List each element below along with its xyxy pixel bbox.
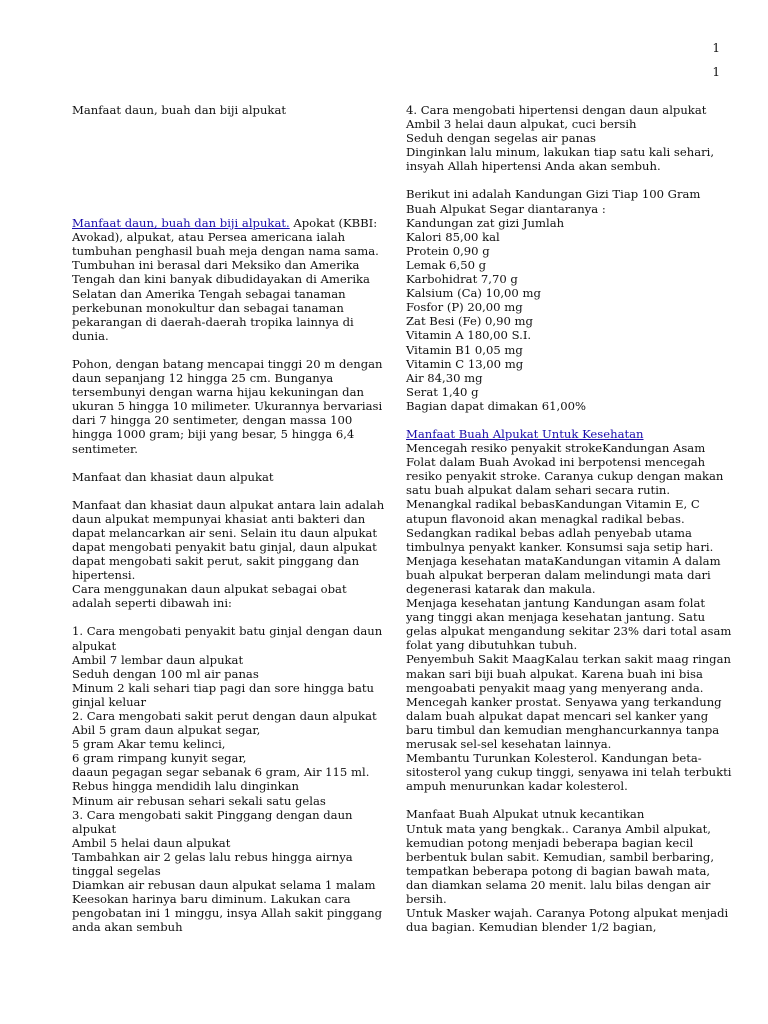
right-column <box>406 103 732 934</box>
nutrition-item: Vitamin C 13,00 mg <box>406 356 524 371</box>
health-benefits: Mencegah resiko penyakit strokeKandungan Asam Folat dalam Buah Avokad ini berpotensi mencegah resiko penyakit stroke. Caranya cukup dengan makan satu buah alpukat dalam sehari secara rutin. Menangkal radikal bebasKandungan Vitamin E, C atupun flavonoid akan menagkal radikal bebas. Sedangkan radikal bebas adlah penyebab utama timbulnya penyakt kanker. Konsumsi saja setip hari. Menjaga kesehatan mataKandungan vitamin A dalam buah alpukat berperan dalam melindungi mata dari degenerasi katarak dan makula. Menjaga kesehatan jantung Kandungan asam folat yang tinggi akan menjaga kesehatan jantung. Satu gelas alpukat mengandung sekitar 23% dari total asam folat yang dibutuhkan tubuh. Penyembuh Sakit MaagKalau terkan sakit maag ringan makan sari biji buah alpukat. Karena buah ini bisa mengoabati penyakit maag yang menyerang anda. Mencegah kanker prostat. Senyawa yang terkandung dalam buah alpukat dapat mencari sel kanker yang baru timbul dan kemudian menghancurkannya tanpa merusak sel-sel kesehatan lainnya. Membantu Turunkan Kolesterol. Kandungan beta-sitosterol yang cukup tinggi, senyawa ini telah terbukti ampuh menurunkan kadar kolesterol. <box>406 441 732 794</box>
page-number: 1 <box>712 41 720 55</box>
nutrition-list <box>406 230 732 413</box>
nutrition-item: Serat 1,40 g <box>406 384 479 399</box>
benefit-text: Manfaat dan khasiat daun alpukat antara lain adalah daun alpukat mempunyai khasiat anti bakteri dan dapat melancarkan air seni. Selain itu daun alpukat dapat mengobati penyakit batu ginjal, daun alpukat dapat mengobati sakit perut, sakit pinggang dan hipertensi. <box>72 497 385 583</box>
nutrition-header: Kandungan zat gizi Jumlah <box>406 215 565 230</box>
nutrition-intro: Berikut ini adalah Kandungan Gizi Tiap 100 Gram Buah Alpukat Segar diantaranya : <box>406 187 701 216</box>
document-title: Manfaat daun, buah dan biji alpukat <box>72 103 287 117</box>
beauty-benefits: Untuk mata yang bengkak.. Caranya Ambil alpukat, kemudian potong menjadi beberapa bagian kecil berbentuk bulan sabit. Kemudian, sambil berbaring, tempatkan beberapa potong di bagian bawah mata, dan diamkan selama 20 menit. lalu bilas dengan air bersih. Untuk Masker wajah. Caranya Potong alpukat menjadi dua bagian. Kemudian blender 1/2 bagian, <box>406 821 729 935</box>
hypertension-remedy: 4. Cara mengobati hipertensi dengan daun alpukat Ambil 3 helai daun alpukat, cuci bersih Seduh dengan segelas air panas Dinginkan lalu minum, lakukan tiap satu kali sehari, insyah Allah hipertensi Anda akan sembuh. <box>406 103 715 174</box>
intro-text: Apokat (KBBI: Avokad), alpukat, atau Persea americana ialah tumbuhan penghasil buah meja dengan nama sama. Tumbuhan ini berasal dari Meksiko dan Amerika Tengah dan kini banyak dibudidayakan di Amerika Selatan dan Amerika Tengah sebagai tanaman perkebunan monokultur dan sebagai tanaman pekarangan di daerah-daerah tropika lainnya di dunia. <box>72 216 379 343</box>
tree-description: Pohon, dengan batang mencapai tinggi 20 m dengan daun sepanjang 12 hingga 25 cm. Bunganya tersembunyi dengan warna hijau kekuningan dan ukuran 5 hingga 10 milimeter. Ukurannya bervariasi dari 7 hingga 20 sentimeter, dengan massa 100 hingga 1000 gram; biji yang besar, 5 hingga 6,4 sentimeter. <box>72 356 383 456</box>
nutrition-item: Zat Besi (Fe) 0,90 mg <box>406 314 533 329</box>
benefit-heading: Manfaat dan khasiat daun alpukat <box>72 469 274 484</box>
health-link[interactable]: Manfaat Buah Alpukat Untuk Kesehatan <box>406 426 644 441</box>
nutrition-item: Lemak 6,50 g <box>406 257 487 272</box>
left-column <box>72 103 386 935</box>
beauty-heading: Manfaat Buah Alpukat utnuk kecantikan <box>406 807 645 822</box>
page-number: 1 <box>712 65 720 79</box>
nutrition-item: Kalsium (Ca) 10,00 mg <box>406 286 541 301</box>
usage-intro: Cara menggunakan daun alpukat sebagai obat adalah seperti dibawah ini: <box>72 582 347 611</box>
remedies-list: 1. Cara mengobati penyakit batu ginjal dengan daun alpukat Ambil 7 lembar daun alpukat Seduh dengan 100 ml air panas Minum 2 kali sehari tiap pagi dan sore hingga batu ginjal keluar 2. Cara mengobati sakit perut dengan daun alpukat Abil 5 gram daun alpukat segar, 5 gram Akar temu kelinci, 6 gram rimpang kunyit segar, daaun pegagan segar sebanak 6 gram, Air 115 ml. Rebus hingga mendidih lalu dinginkan Minum air rebusan sehari sekali satu gelas 3. Cara mengobati sakit Pinggang dengan daun alpukat Ambil 5 helai daun alpukat Tambahkan air 2 gelas lalu rebus hingga airnya tinggal segelas Diamkan air rebusan daun alpukat selama 1 malam Keesokan harinya baru diminum. Lakukan cara pengobatan ini 1 minggu, insya Allah sakit pinggang anda akan sembuh <box>72 624 383 935</box>
nutrition-item: Fosfor (P) 20,00 mg <box>406 300 523 315</box>
nutrition-item: Air 84,30 mg <box>406 370 483 385</box>
nutrition-item: Karbohidrat 7,70 g <box>406 272 518 287</box>
nutrition-item: Kalori 85,00 kal <box>406 229 500 244</box>
intro-link[interactable]: Manfaat daun, buah dan biji alpukat. <box>72 216 290 231</box>
nutrition-item: Protein 0,90 g <box>406 243 490 258</box>
nutrition-item: Vitamin A 180,00 S.I. <box>406 328 532 343</box>
health-heading <box>406 427 732 441</box>
intro-paragraph <box>72 216 386 343</box>
nutrition-item: Vitamin B1 0,05 mg <box>406 342 523 357</box>
nutrition-item: Bagian dapat dimakan 61,00% <box>406 398 586 413</box>
